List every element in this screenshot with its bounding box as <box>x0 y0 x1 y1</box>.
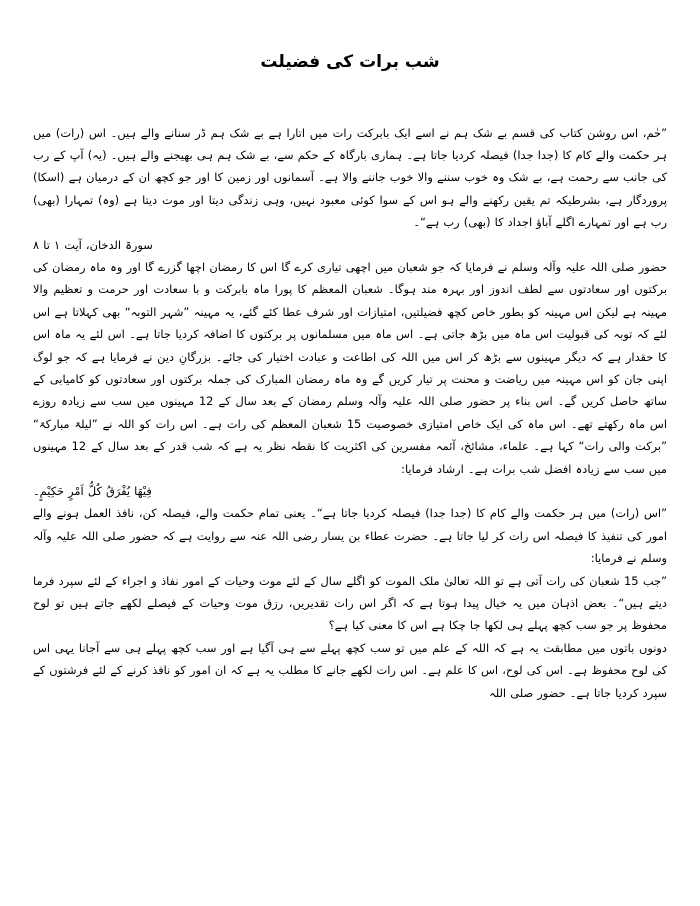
paragraph-quran-ad-dukhan: ”حٰم، اس روشن کتاب کی قسم بے شک ہم نے اسے ایک بابرکت رات میں اتارا ہے بے شک ہم ڈر سنانے والے ہیں۔ اس (رات) میں ہر حکمت والے کام کا (جدا جدا) فیصلہ کردیا جاتا ہے۔ ہماری بارگاہ کے حکم سے، بے شک ہم ہی بھیجنے والے ہیں۔ (یہ) آپ کے رب کی جانب سے رحمت ہے، بے شک وہ خوب سننے والا خوب جاننے والا ہے۔ آسمانوں اور زمین کا اور جو کچھ ان کے درمیان ہے (اسکا) پروردگار ہے، بشرطیکہ تم یقین رکھنے والے ہو اس کے سوا کوئی معبود نہیں، وہی زندگی دیتا اور موت دیتا ہے (وہ) تمہارا (بھی) رب ہے اور تمہارے اگلے آباؤ اجداد کا (بھی) رب ہے“۔ <box>33 125 667 230</box>
paragraph-reconciliation: دونوں باتوں میں مطابقت یہ ہے کہ اللہ کے علم میں تو سب کچھ پہلے سے ہی آگیا ہے اور سب کچھ پہلے ہی سے آجانا یہی اس کی لوح محفوظ ہے۔ اس کی لوح، اس کا علم ہے۔ اس رات لکھے جانے کا مطلب یہ ہے کہ ان امور کو نافذ کرنے کے لئے فرشتوں کے سپرد کردیا جاتا ہے۔ حضور صلی اللہ <box>33 640 667 700</box>
document-body <box>33 122 667 705</box>
citation-surah-ad-dukhan: سورۃ الدخان، آیت ۱ تا ۸ <box>33 237 153 252</box>
page-title: شب برات کی فضیلت <box>260 52 440 72</box>
arabic-quote-verse: فِیْھَا یُفْرَقُ کُلُّ اَمْرٍ حَکِیْمٍ۔ <box>33 484 152 498</box>
paragraph-shaban-preparation: حضور صلی اللہ علیہ وآلہ وسلم نے فرمایا کہ جو شعبان میں اچھی تیاری کرے گا اس کا رمضان اچھا گزرے گا اور وہ ماہ رمضان کی برکتوں اور سعادتوں سے لطف اندوز اور بہرہ مند ہوگا۔ شعبان المعظم کا پورا ماہ بابرکت و با سعادت اور حرمت و تعظیم والا مہینہ ہے لیکن اس مہینہ کو بطور خاص کچھ فضیلتیں، امتیازات اور شرف عطا کئے گئے، یہ مہینہ ”شہر التوبہ“ بھی کہلاتا ہے اس لئے کہ توبہ کی قبولیت اس ماہ میں بڑھ جاتی ہے۔ اس ماہ میں مسلمانوں پر برکتوں کا اضافہ کردیا جاتا ہے۔ اس لئے یہ ماہ اس کا حقدار ہے کہ دیگر مہینوں سے بڑھ کر اس میں اللہ کی اطاعت و عبادت اختیار کی جائے۔ بزرگانِ دین نے فرمایا ہے کہ جو لوگ اپنی جان کو اس مہینہ میں ریاضت و محنت پر تیار کریں گے وہ ماہ رمضان المبارک کی جملہ برکتوں اور سعادتوں کو کامیابی کے ساتھ حاصل کریں گے۔ اس بناء پر حضور صلی اللہ علیہ وآلہ وسلم رمضان کے بعد سال کے 12 مہینوں میں سب سے زیادہ روزے اس ماہ رکھتے تھے۔ اس ماہ کی ایک خاص امتیازی خصوصیت 15 شعبان المعظم کی رات ہے۔ اس رات کو اللہ نے ”لیلۃ مبارکۃ“ ”برکت والی رات“ کہا ہے۔ علماء، مشائخ، آئمہ مفسرین کی اکثریت کا نقطہ نظر یہ ہے کہ شب قدر کے بعد سال کے 12 مہینوں میں سب سے زیادہ افضل شب برات ہے۔ ارشاد فرمایا: <box>33 259 667 476</box>
paragraph-tafsir-explanation: ”اس (رات) میں ہر حکمت والے کام کا (جدا جدا) فیصلہ کردیا جاتا ہے“۔ یعنی تمام حکمت والے، فیصلہ کن، نافذ العمل ہونے والے امور کی تنفیذ کا فیصلہ اس رات کر لیا جاتا ہے۔ حضرت عطاء بن یسار رضی اللہ عنہ سے روایت ہے کہ حضور صلی اللہ علیہ وآلہ وسلم نے فرمایا: <box>33 506 667 566</box>
paragraph-hadith-malak-ul-maut: ”جب 15 شعبان کی رات آتی ہے تو اللہ تعالیٰ ملک الموت کو اگلے سال کے لئے موت وحیات کے امور نفاذ و اجراء کے لئے سپرد فرما دیتے ہیں“۔ بعض اذہان میں یہ خیال پیدا ہوتا ہے کہ اگر اس رات تقدیریں، رزق موت وحیات کے فیصلے لکھے جاتے ہیں تو لوح محفوظ پر جو سب کچھ پہلے ہی لکھا جا چکا ہے اس کا معنی کیا ہے؟ <box>33 573 668 633</box>
